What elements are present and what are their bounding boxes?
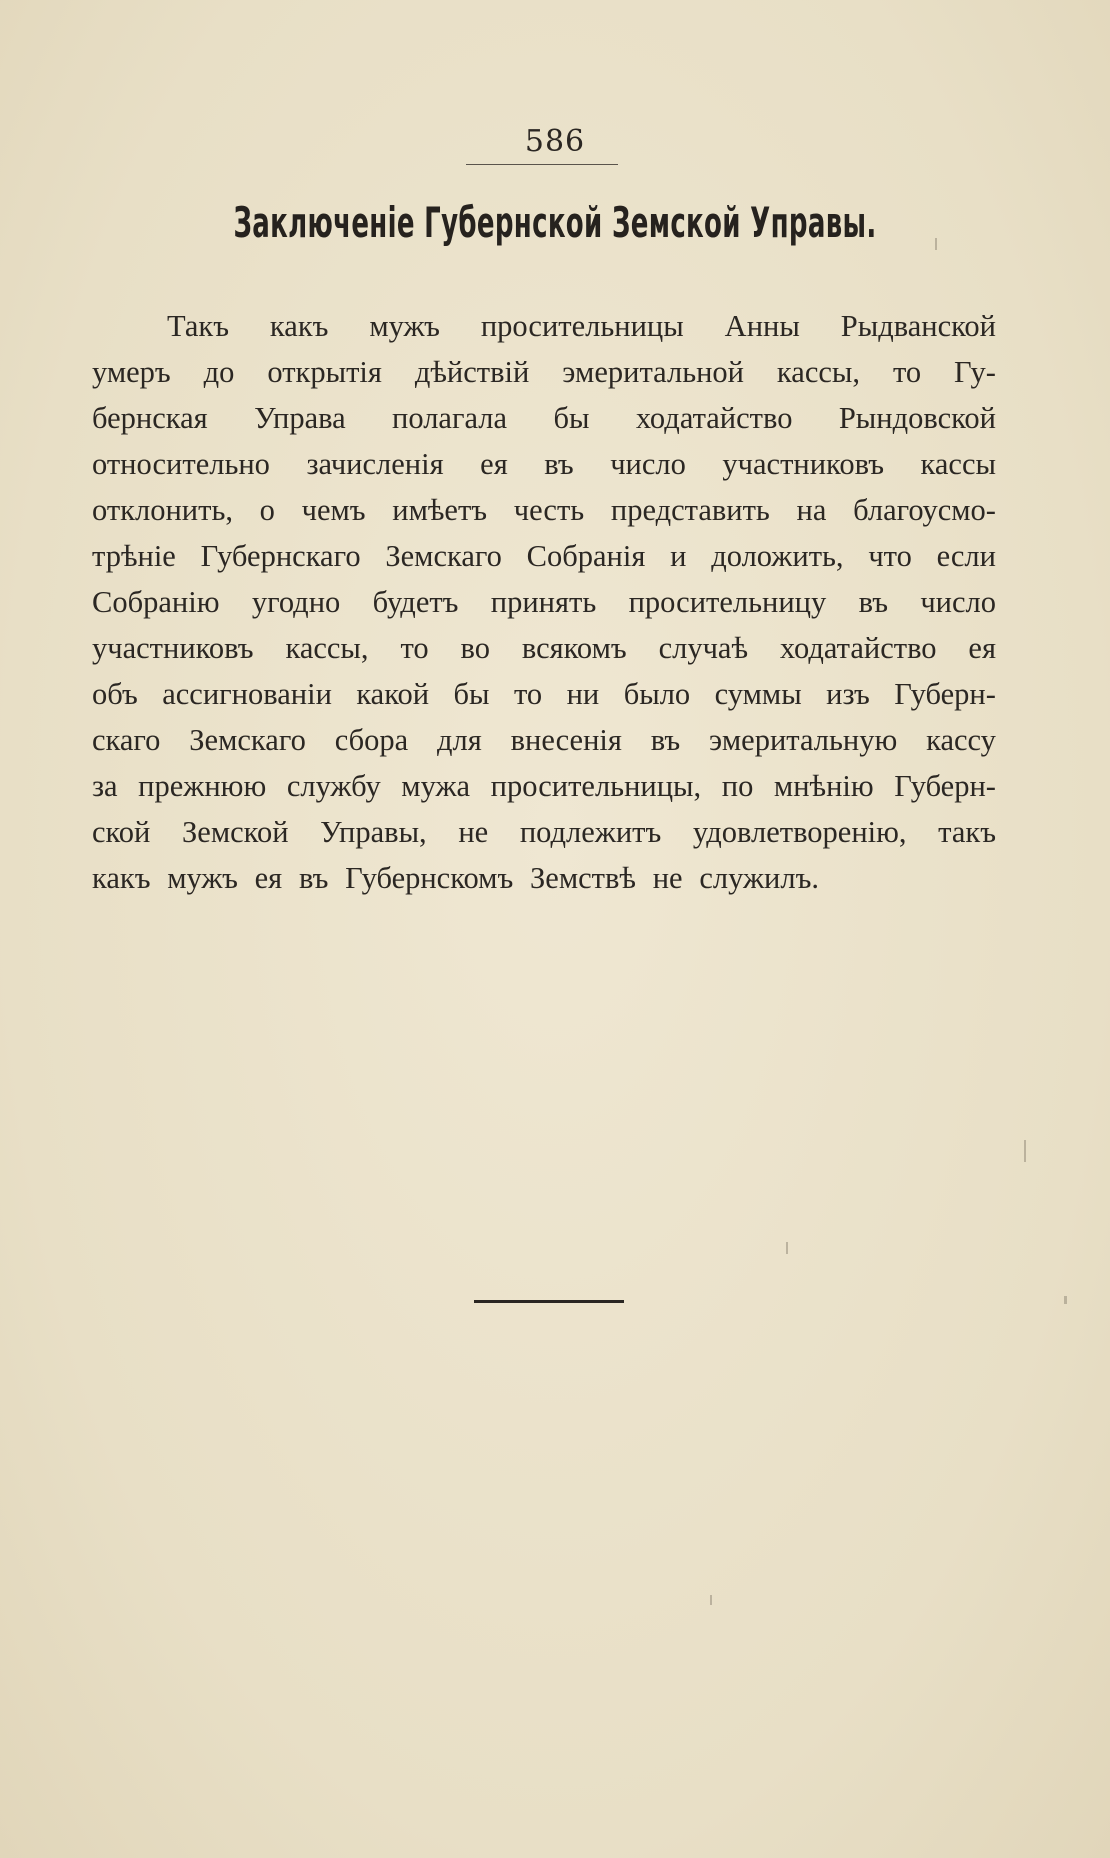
word: то (513, 677, 543, 711)
word: ассигнованіи (162, 677, 332, 711)
word: честь (513, 493, 585, 527)
word: мужа (401, 769, 471, 803)
word: Земствѣ (530, 861, 636, 895)
word: какой (356, 677, 430, 711)
word: эмеритальной (562, 355, 744, 389)
word: кассу (926, 723, 996, 757)
word: сбора (334, 723, 409, 757)
word: кассы (920, 447, 996, 481)
word: дѣйствій (414, 355, 530, 389)
word: ея (968, 631, 996, 665)
word: Губерн- (894, 769, 996, 803)
word: скаго (92, 723, 161, 757)
text-line (92, 763, 996, 809)
word: до (203, 355, 235, 389)
word: о (259, 493, 275, 527)
text-line (92, 487, 996, 533)
word: кассы, (285, 631, 369, 665)
word: и (670, 539, 687, 573)
word: относительно (92, 447, 270, 481)
word: то (892, 355, 922, 389)
word: бернская (92, 401, 208, 435)
word: благоусмо- (853, 493, 996, 527)
word: ходатайство (779, 631, 937, 665)
word: эмеритальную (709, 723, 898, 757)
word: Управа (254, 401, 346, 435)
word: трѣніе (92, 539, 176, 573)
word: бы (553, 401, 590, 435)
word: бы (453, 677, 490, 711)
paper-speck (1064, 1296, 1067, 1304)
word: Земскаго (385, 539, 502, 573)
word: полагала (392, 401, 508, 435)
section-title: Заключеніе Губернской Земской Управы. (233, 198, 877, 247)
word: будетъ (372, 585, 459, 619)
word: за (92, 769, 118, 803)
word: во (460, 631, 490, 665)
paper-speck (710, 1595, 712, 1605)
word: какъ (269, 309, 329, 343)
word: умеръ (92, 355, 171, 389)
word: Собранію (92, 585, 220, 619)
paper-speck (786, 1242, 788, 1254)
body-paragraph (92, 303, 996, 901)
word: то (400, 631, 429, 665)
word: въ (298, 861, 329, 895)
text-line (92, 441, 996, 487)
word: отклонить, (92, 493, 233, 527)
text-line (92, 303, 996, 349)
word: въ (650, 723, 681, 757)
paper-speck (935, 238, 937, 250)
text-line (92, 349, 996, 395)
text-line (92, 395, 996, 441)
word: ея (480, 447, 508, 481)
word: по (721, 769, 754, 803)
word: удовлетворенію, (692, 815, 907, 849)
word: имѣетъ (392, 493, 488, 527)
word: мнѣнію (773, 769, 874, 803)
word: участниковъ (92, 631, 254, 665)
word: число (610, 447, 686, 481)
text-line (92, 809, 996, 855)
word: такъ (938, 815, 996, 849)
word: ея (254, 861, 283, 895)
word: мужъ (369, 309, 440, 343)
word: ской (92, 815, 151, 849)
word: чемъ (301, 493, 366, 527)
word: подлежитъ (519, 815, 662, 849)
word: число (920, 585, 996, 619)
word: Земской (182, 815, 289, 849)
text-line (92, 625, 996, 671)
word: Губернскомъ (345, 861, 514, 895)
word: просительницы, (490, 769, 702, 803)
word: всякомъ (521, 631, 627, 665)
paper-speck (1024, 1140, 1026, 1162)
text-line (92, 533, 996, 579)
word: внесенія (510, 723, 622, 757)
word: Земскаго (189, 723, 306, 757)
word: Губерн- (894, 677, 996, 711)
word: кассы, (776, 355, 861, 389)
word: просительницы (480, 309, 684, 343)
word: не (458, 815, 489, 849)
word: объ (92, 677, 138, 711)
word: ни (566, 677, 600, 711)
word: случаѣ (658, 631, 749, 665)
word: Гу- (954, 355, 996, 389)
word: мужъ (167, 861, 238, 895)
word: не (652, 861, 683, 895)
word: было (623, 677, 691, 711)
word: просительницу (628, 585, 827, 619)
text-line (92, 579, 996, 625)
word: изъ (826, 677, 870, 711)
word: доложить, (711, 539, 844, 573)
word: открытія (267, 355, 382, 389)
page-number: 586 (524, 124, 586, 159)
word: въ (858, 585, 888, 619)
word: Губернскаго (200, 539, 361, 573)
text-line (92, 671, 996, 717)
word: въ (544, 447, 574, 481)
word: что (868, 539, 912, 573)
word: для (437, 723, 482, 757)
word: Такъ (167, 309, 229, 343)
word: Рындовской (838, 401, 996, 435)
word: Рыдванской (840, 309, 996, 343)
word: служилъ. (699, 861, 819, 895)
word: прежнюю (138, 769, 267, 803)
word: Собранія (526, 539, 646, 573)
word: участниковъ (722, 447, 884, 481)
word: ходатайство (635, 401, 793, 435)
word: на (796, 493, 827, 527)
word: Анны (724, 309, 800, 343)
word: угодно (251, 585, 341, 619)
word: Управы, (320, 815, 427, 849)
text-line (92, 717, 996, 763)
word: представить (610, 493, 770, 527)
text-line (92, 855, 996, 901)
word: зачисленія (306, 447, 444, 481)
word: какъ (92, 861, 151, 895)
word: службу (286, 769, 381, 803)
end-rule (474, 1300, 624, 1303)
word: если (936, 539, 996, 573)
page-number-rule (466, 164, 618, 165)
word: суммы (714, 677, 802, 711)
word: принять (490, 585, 597, 619)
